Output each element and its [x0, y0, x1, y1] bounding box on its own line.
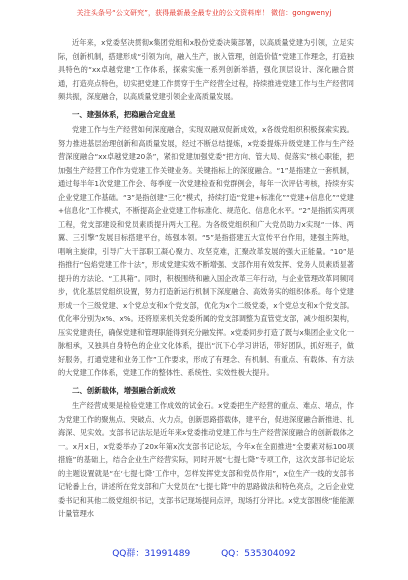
- page-footer: [0, 546, 408, 559]
- qq-group-text: QQ群：31991489: [112, 549, 191, 559]
- section-2-paragraph: 生产经营成果是检验党建工作成效的试金石。x党委把生产经营的重点、难点、堵点，作为党建工作的聚焦点、突破点、火力点，创新思路搭载体，建平台，促进深度融合新推进、扎海深、见实效。支部书记法坛是近年来x党委推动党建工作与生产经营深度融合的创新载体之一。x月x日，x党委举办了20x年第x次支部书记论坛，今年x在全面推进“全要素对标100项措施”的基础上，结合企业生产经营实际，同时开展“七提七降”专项工作，这次支部书记论坛的主题设置就是“在‘七提七降’工作中，怎样发挥党支部和党员作用”，x位生产一线的支部书记轮番上台，讲述所在党支部和广大党员在“七提七降”中的思路做法和特色亮点，之后企业党委书记和其他二级党组织书记，支部书记现场提问点评，现场打分评比。x党支部围绕“能能源计量管理水: [58, 401, 354, 518]
- qq-contact-text: QQ：535304092: [221, 549, 296, 559]
- section-1-paragraph: 党建工作与生产经营如何深度融合，实现双融双促新成效，x各级党组织积极探索实践。努力推进基层治理创新和高质量发展，经过不断总结提炼，x党委提炼升级党建工作与生产经营深度融合“xx卓越党建20条”，紧扣党建加强党委“把方向、管大局、促落实”核心职能，把加强生产经营工作作为党建工作关键业务。关键指标上的深度融合。“1”是指建立一套机制，通过每半年1次党建工作会、每季度一次党建检查和党群例会，每年一次评估考核，持续夯实企业党建工作基础。“3”是指创建“三化”模式，持续打造“党建+标准化”“党建+信息化”“党建+信息化”工作模式，不断提高企业党建工作标准化、规范化、信息化水平。“2”是指抓实两项工程，党支部建设和党员素质提升两大工程。为各级党组织和广大党员助力x实现“一体、两翼、三引擎”发展目标搭建平台，练强本领。“5”是指搭建五大宣传平台作用，建强主阵地，唱响主旋律，引导广大干部职工凝心聚力、攻坚克难，汇聚改革发展的强大正能量。“10”是指推行“包焰党建工作十法”，形成党建实效不断增强、支部作用有效发挥、党务人员素质显著提升的方法论、“工具箱”。同时，积极围绕和融入国企改革三年行动，与企业管理改革同频同步，优化基层党组织设置，努力打造新运行机制下深度融合、高效务实的组织体系。每个党建形成一个三级党建、x个党总支和x个党支部，优化为x个二级党委，x个党总支和x个党支部。优化率分别为x%、x%。还将原来机关党委所属的党支部调整为直管党支部，减少组织架构，压实党建责任，确保党建和管理职能得到充分融发挥。x党委同步打造了既与x集团企业文化一脉相承，又独具自身特色的企业文化体系，提出“沉下心学习讲话，带好团队，抓好班子，做好服务，打通党建和业务工作”工作要求，形成了有理念、有机制、有重点、有载体、有方法的大党建工作体系，党建工作的整体性、系统性、实效性极大提升。: [58, 125, 355, 377]
- section-heading-1: 一、建强体系，把稳融合定盘星: [72, 109, 176, 119]
- article-body: [58, 36, 354, 521]
- section-heading-2: 二、创新载体，增强融合新成效: [72, 385, 176, 395]
- page-header-banner: 关注头条号“公文研究”，获得最新最全最专业的公文资料库！ 微信：gongwenyj: [76, 9, 332, 17]
- intro-paragraph: 近年来，x党委坚决贯彻x集团党组和x股份党委决策部署，以高质量党建为引领，立足实际，创新机制，搭建形成“引领为向，融入生产，嵌入管理，创造价值”党建工作理念，打造独具特色的“xx卓越党建”工作体系，探索实施一系列创新举措，强化顶层设计、深化融合贯通，打造亮点特色，切实把党建工作贯穿于生产经营全过程，持续推进党建工作与生产经营同频共振，深度融合，以高质量党建引领企业高质量发展。: [58, 38, 354, 101]
